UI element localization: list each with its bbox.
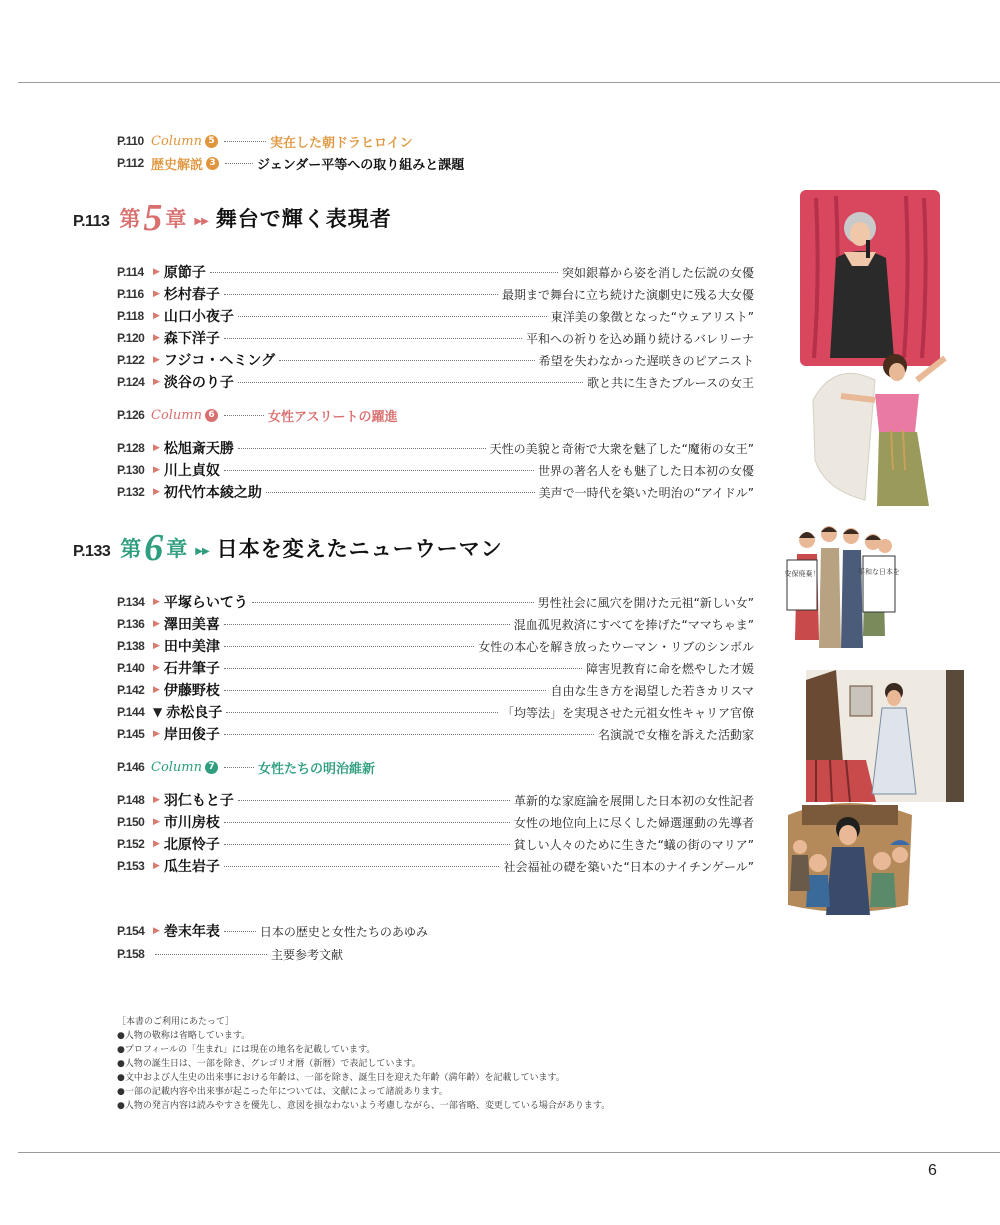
triangle-icon: ▶ (153, 861, 160, 871)
toc-column[interactable] (117, 757, 375, 777)
page-ref: P.153 (117, 859, 145, 873)
leader-dots (224, 690, 547, 691)
leader-dots (252, 602, 534, 603)
entry-name: 松旭斎天勝 (163, 441, 234, 457)
triangle-icon: ▶ (153, 685, 160, 695)
usage-notes (117, 1015, 610, 1113)
column-title: 女性アスリートの躍進 (268, 409, 398, 425)
page-ref: P.116 (117, 287, 144, 301)
toc-entry[interactable] (117, 372, 754, 392)
leader-dots (225, 163, 253, 164)
entry-desc: 世界の著名人をも魅了した日本初の女優 (537, 463, 754, 478)
note-item: ●文中および人生史の出来事における年齢は、一部を除き、誕生日を迎えた年齢（満年齢）を記載しています。 (117, 1073, 565, 1083)
entry-name: 杉村春子 (163, 287, 220, 303)
page-ref: P.148 (117, 793, 145, 807)
entry-desc: 東洋美の象徴となった“ウェアリスト” (550, 309, 754, 324)
triangle-icon: ▶ (153, 465, 160, 475)
page-ref: P.120 (117, 331, 145, 345)
toc-column[interactable] (117, 405, 398, 425)
leader-dots (224, 624, 510, 625)
leader-dots (224, 470, 534, 471)
column-number-badge: 7 (205, 761, 218, 774)
chapter-suffix: 章 (166, 537, 188, 561)
chapter-page: P.113 (73, 213, 110, 230)
page-ref: P.158 (117, 947, 145, 961)
column-number-badge: 6 (205, 409, 218, 422)
page-ref: P.110 (117, 134, 144, 148)
toc-entry[interactable] (117, 350, 754, 370)
toc-entry[interactable] (117, 658, 754, 678)
chapter-prefix: 第 (119, 207, 141, 231)
leader-dots (155, 954, 267, 955)
toc-entry[interactable] (117, 438, 754, 458)
toc-entry[interactable] (117, 306, 754, 326)
leader-dots (279, 360, 535, 361)
toc-references[interactable] (117, 944, 343, 964)
page-ref: P.138 (117, 639, 145, 653)
triangle-icon: ▶ (153, 355, 160, 365)
entry-desc: 女性の地位向上に尽くした婦選運動の先導者 (513, 815, 754, 830)
leader-dots (224, 646, 474, 647)
page-ref: P.128 (117, 441, 145, 455)
chapter-number: 5 (143, 197, 163, 239)
page-ref: P.152 (117, 837, 145, 851)
leader-dots (224, 668, 582, 669)
entry-desc: 混血孤児救済にすべてを捧げた“ママちゃま” (513, 617, 754, 632)
entry-name: 原節子 (163, 265, 206, 281)
entry-name: 平塚らいてう (163, 595, 248, 611)
page-ref: P.114 (117, 265, 144, 279)
page-ref: P.122 (117, 353, 145, 367)
placard-right-text: 平和な日本を (858, 568, 900, 576)
entry-name: 北原怜子 (163, 837, 220, 853)
triangle-icon: ▶ (153, 663, 160, 673)
page-ref: P.154 (117, 924, 145, 938)
triangle-icon: ▶ (153, 289, 160, 299)
toc-entry[interactable] (117, 856, 754, 876)
toc-entry[interactable] (117, 284, 754, 304)
chapter-6-heading[interactable] (73, 523, 503, 567)
toc-entry[interactable] (117, 460, 754, 480)
leader-dots (224, 294, 498, 295)
entry-name: 巻末年表 (163, 924, 220, 940)
entry-desc: 貧しい人々のために生きた“蟻の街のマリア” (513, 837, 754, 852)
leader-dots (224, 767, 254, 768)
leader-dots (224, 844, 510, 845)
note-item: ●人物の敬称は省略しています。 (117, 1031, 251, 1041)
chapter-title: 日本を変えたニューウーマン (216, 537, 503, 561)
page-ref: P.136 (117, 617, 145, 631)
entry-name: 瓜生岩子 (163, 859, 220, 875)
history-label: 歴史解説 (151, 157, 204, 173)
protest-illustration (785, 520, 905, 660)
leader-dots (224, 931, 256, 932)
leader-dots (224, 866, 500, 867)
entry-name: 川上貞奴 (163, 463, 220, 479)
chapter-suffix: 章 (165, 207, 187, 231)
leader-dots (226, 712, 498, 713)
column-label: Column (151, 759, 203, 775)
toc-entry[interactable] (117, 614, 754, 634)
entry-desc: 平和への祈りを込め踊り続けるバレリーナ (525, 331, 754, 346)
triangle-icon: ▶ (153, 333, 160, 343)
leader-dots (238, 316, 547, 317)
page-ref: P.126 (117, 408, 145, 422)
triangle-icon: ▶ (153, 795, 160, 805)
triangle-icon: ▶ (153, 619, 160, 629)
down-triangle-icon: ▼ (153, 705, 163, 719)
entry-desc: 「均等法」を実現させた元祖女性キャリア官僚 (501, 705, 754, 720)
history-title: ジェンダー平等への取り組みと課題 (257, 157, 465, 173)
triangle-icon: ▶ (153, 926, 160, 936)
leader-dots (224, 822, 510, 823)
page-ref: P.140 (117, 661, 145, 675)
column-label: Column (151, 133, 203, 149)
toc-entry[interactable] (117, 702, 754, 722)
leader-dots (238, 382, 583, 383)
column-title: 実在した朝ドラヒロイン (270, 135, 413, 151)
toc-entry[interactable] (117, 482, 754, 502)
triangle-icon: ▶ (153, 839, 160, 849)
entry-desc: 天性の美貌と奇術で大衆を魅了した“魔術の女王” (489, 441, 754, 456)
entry-desc: 社会福祉の礎を築いた“日本のナイチンゲール” (503, 859, 754, 874)
entry-name: 伊藤野枝 (163, 683, 220, 699)
entry-desc: 主要参考文献 (271, 947, 344, 962)
page-ref: P.150 (117, 815, 145, 829)
page-ref: P.134 (117, 595, 145, 609)
history-number-badge: 3 (206, 157, 219, 170)
entry-desc: 希望を失わなかった遅咲きのピアニスト (538, 353, 754, 368)
notes-heading: ［本書のご利用にあたって］ (117, 1017, 235, 1027)
top-rule (18, 82, 1000, 83)
chapter-number: 6 (144, 527, 164, 569)
column-label: Column (151, 407, 203, 423)
leader-dots (224, 141, 266, 142)
page-number: 6 (928, 1162, 937, 1179)
note-item: ●プロフィールの「生まれ」には現在の地名を記載しています。 (117, 1045, 376, 1055)
page-ref: P.145 (117, 727, 145, 741)
toc-entry[interactable] (117, 834, 754, 854)
page-ref: P.118 (117, 309, 144, 323)
page-ref: P.142 (117, 683, 145, 697)
chapter-page: P.133 (73, 543, 111, 560)
arrows-icon: ▶▶ (195, 546, 209, 557)
note-item: ●人物の誕生日は、一部を除き、グレゴリオ暦（新暦）で表記しています。 (117, 1059, 421, 1069)
entry-desc: 障害児教育に命を燃やした才媛 (585, 661, 754, 676)
triangle-icon: ▶ (153, 641, 160, 651)
toc-entry[interactable] (117, 262, 754, 282)
triangle-icon: ▶ (153, 817, 160, 827)
leader-dots (266, 492, 535, 493)
triangle-icon: ▶ (153, 487, 160, 497)
note-item: ●一部の記載内容や出来事が起こった年については、文献によって諸説あります。 (117, 1087, 448, 1097)
entry-desc: 突如銀幕から姿を消した伝説の女優 (561, 265, 754, 280)
triangle-icon: ▶ (153, 311, 160, 321)
arrows-icon: ▶▶ (194, 216, 208, 227)
leader-dots (224, 415, 264, 416)
entry-name: 石井筆子 (163, 661, 220, 677)
leader-dots (210, 272, 558, 273)
page-ref: P.146 (117, 760, 145, 774)
entry-name: 淡谷のり子 (163, 375, 234, 391)
entry-name: 市川房枝 (163, 815, 220, 831)
triangle-icon: ▶ (153, 597, 160, 607)
column-title: 女性たちの明治維新 (258, 761, 376, 777)
toc-timeline[interactable] (117, 921, 428, 941)
entry-name: 羽仁もと子 (163, 793, 234, 809)
staircase-illustration (806, 670, 964, 810)
page-ref: P.124 (117, 375, 145, 389)
entry-desc: 歌と共に生きたブルースの女王 (587, 375, 754, 390)
entry-desc: 革新的な家庭論を展開した日本初の女性記者 (513, 793, 754, 808)
toc-entry[interactable] (117, 724, 754, 744)
entry-desc: 美声で一時代を築いた明治の“アイドル” (538, 485, 754, 500)
triangle-icon: ▶ (153, 443, 160, 453)
triangle-icon: ▶ (153, 267, 160, 277)
toc-entry[interactable] (117, 812, 754, 832)
entry-name: 山口小夜子 (163, 309, 234, 325)
family-illustration (778, 795, 920, 925)
dancer-illustration (805, 340, 955, 510)
triangle-icon: ▶ (153, 377, 160, 387)
entry-desc: 女性の本心を解き放ったウーマン・リブのシンボル (478, 639, 754, 654)
leader-dots (224, 734, 594, 735)
entry-name: 澤田美喜 (163, 617, 220, 633)
toc-entry[interactable] (117, 328, 754, 348)
bottom-rule (18, 1152, 1000, 1153)
leader-dots (238, 448, 486, 449)
toc-entry[interactable] (117, 636, 754, 656)
entry-desc: 自由な生き方を渇望した若きカリスマ (550, 683, 754, 698)
toc-entry[interactable] (117, 680, 754, 700)
column-number-badge: 5 (205, 135, 218, 148)
page-ref: P.144 (117, 705, 145, 719)
page-ref: P.112 (117, 156, 144, 170)
toc-history-3[interactable] (117, 153, 464, 173)
triangle-icon: ▶ (153, 729, 160, 739)
entry-desc: 男性社会に風穴を開けた元祖“新しい女” (537, 595, 754, 610)
leader-dots (224, 338, 522, 339)
entry-desc: 最期まで舞台に立ち続けた演劇史に残る大女優 (501, 287, 754, 302)
entry-name: 森下洋子 (163, 331, 220, 347)
toc-entry[interactable] (117, 790, 754, 810)
entry-name: 初代竹本綾之助 (163, 485, 262, 501)
chapter-title: 舞台で輝く表現者 (215, 207, 392, 231)
entry-name: 田中美津 (163, 639, 220, 655)
entry-desc: 日本の歴史と女性たちのあゆみ (259, 924, 428, 939)
toc-column-5[interactable] (117, 131, 413, 151)
toc-entry[interactable] (117, 592, 754, 612)
entry-name: 岸田俊子 (163, 727, 220, 743)
page-ref: P.130 (117, 463, 145, 477)
chapter-prefix: 第 (120, 537, 142, 561)
chapter-5-heading[interactable] (73, 193, 392, 237)
entry-name: フジコ・ヘミング (163, 353, 276, 369)
page-ref: P.132 (117, 485, 145, 499)
entry-name: 赤松良子 (166, 705, 223, 721)
placard-left-text: 安保廃棄！ (785, 570, 820, 578)
leader-dots (238, 800, 510, 801)
note-item: ●人物の発言内容は読みやすさを優先し、意図を損なわないよう考慮しながら、一部省略、変更している場合があります。 (117, 1101, 611, 1111)
entry-desc: 名演説で女権を訴えた活動家 (597, 727, 754, 742)
